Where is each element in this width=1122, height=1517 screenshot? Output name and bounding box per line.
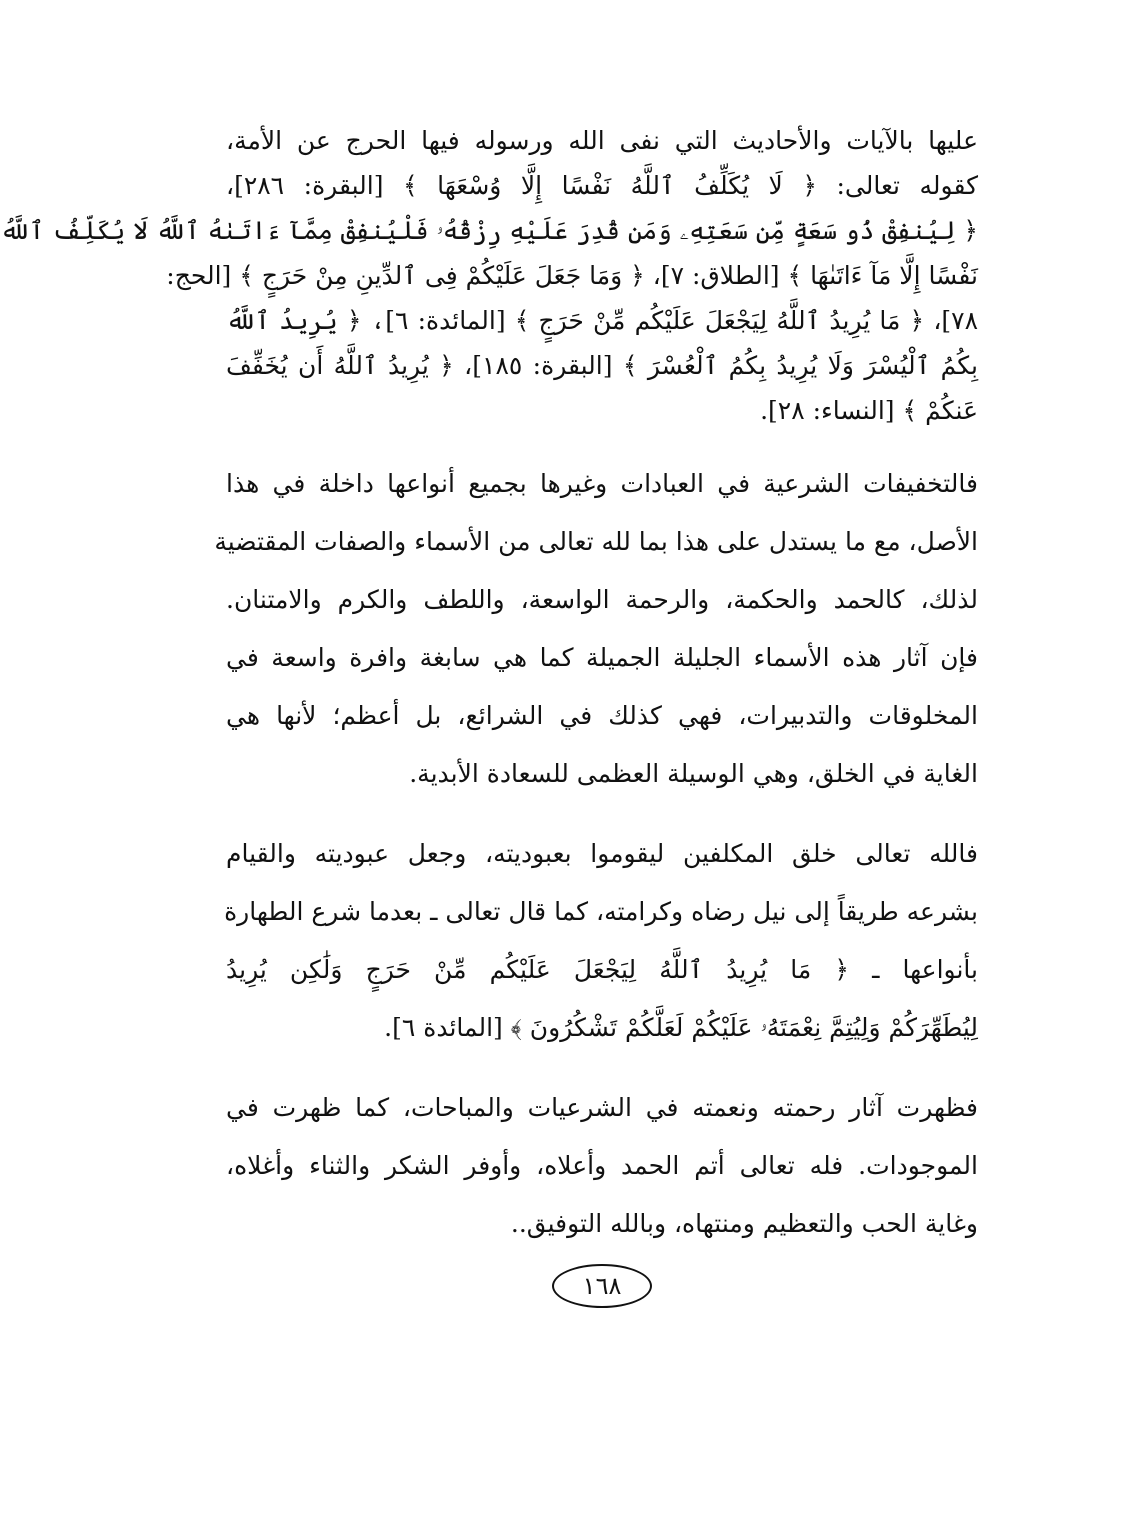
- text-line: نَفْسًا إِلَّا مَآ ءَاتَىٰهَا ﴾ [الطلاق: ٧]، ﴿ وَمَا جَعَلَ عَلَيْكُمْ فِى ٱلدِّينِ مِنْ حَرَجٍ ﴾ [الحج:: [166, 261, 978, 290]
- text-line: فظهرت آثار رحمته ونعمته في الشرعيات والمباحات، كما ظهرت في: [226, 1093, 978, 1122]
- paragraph-quran-verses: [0, 118, 979, 433]
- page-number: ١٦٨: [552, 1264, 652, 1308]
- page-body: [0, 118, 979, 1275]
- text-line: عليها بالآيات والأحاديث التي نفى الله ورسوله فيها الحرج عن الأمة،: [226, 126, 978, 155]
- text-line: الغاية في الخلق، وهي الوسيلة العظمى للسعادة الأبدية.: [409, 759, 978, 788]
- text-line: كقوله تعالى: ﴿ لَا يُكَلِّفُ ٱللَّهُ نَفْسًا إِلَّا وُسْعَهَا ﴾ [البقرة: ٢٨٦]،: [226, 171, 978, 200]
- text-line: فإن آثار هذه الأسماء الجليلة الجميلة كما هي سابغة وافرة واسعة في: [226, 643, 978, 672]
- text-line: بأنواعها ـ ﴿ مَا يُرِيدُ ٱللَّهُ لِيَجْعَلَ عَلَيْكُم مِّنْ حَرَجٍ وَلَٰكِن يُرِيدُ: [226, 955, 978, 984]
- paragraph-ubudiyyah: [226, 825, 978, 1057]
- text-line: لذلك، كالحمد والحكمة، والرحمة الواسعة، واللطف والكرم والامتنان.: [226, 585, 978, 614]
- text-line: لِيُطَهِّرَكُمْ وَلِيُتِمَّ نِعْمَتَهُۥ عَلَيْكُمْ لَعَلَّكُمْ تَشْكُرُونَ ﴾ [المائدة ٦].: [384, 1013, 978, 1042]
- text-line: بِكُمُ ٱلْيُسْرَ وَلَا يُرِيدُ بِكُمُ ٱلْعُسْرَ ﴾ [البقرة: ١٨٥]، ﴿ يُرِيدُ ٱللَّهُ أَن يُخَفِّفَ: [226, 351, 978, 380]
- text-line: ٧٨]، ﴿ مَا يُرِيدُ ٱللَّهُ لِيَجْعَلَ عَلَيْكُم مِّنْ حَرَجٍ ﴾ [المائدة: ٦]، ﴿ يُرِيدُ ٱللَّهُ: [226, 306, 979, 335]
- paragraph-takhfifat: [214, 455, 978, 803]
- text-line: فالتخفيفات الشرعية في العبادات وغيرها بجميع أنواعها داخلة في هذا: [226, 469, 978, 498]
- text-line: وغاية الحب والتعظيم ومنتهاه، وبالله التوفيق..: [510, 1209, 978, 1238]
- text-line: ﴿ لِيُنفِقْ ذُو سَعَةٍ مِّن سَعَتِهِۦ وَمَن قُدِرَ عَلَيْهِ رِزْقُهُۥ فَلْيُنفِقْ مِمَّآ ءَاتَىٰهُ ٱللَّهُ لَا يُكَلِّفُ ٱللَّهُ: [0, 216, 978, 245]
- text-line: فالله تعالى خلق المكلفين ليقوموا بعبوديته، وجعل عبوديته والقيام: [226, 839, 978, 868]
- text-line: عَنكُمْ ﴾ [النساء: ٢٨].: [760, 396, 978, 425]
- text-line: المخلوقات والتدبيرات، فهي كذلك في الشرائع، بل أعظم؛ لأنها هي: [226, 701, 978, 730]
- text-line: الموجودات. فله تعالى أتم الحمد وأعلاه، وأوفر الشكر والثناء وأغلاه،: [226, 1151, 978, 1180]
- paragraph-closing: [226, 1079, 978, 1253]
- text-line: الأصل، مع ما يستدل على هذا بما لله تعالى من الأسماء والصفات المقتضية: [214, 527, 978, 556]
- text-line: بشرعه طريقاً إلى نيل رضاه وكرامته، كما قال تعالى ـ بعدما شرع الطهارة: [224, 897, 978, 926]
